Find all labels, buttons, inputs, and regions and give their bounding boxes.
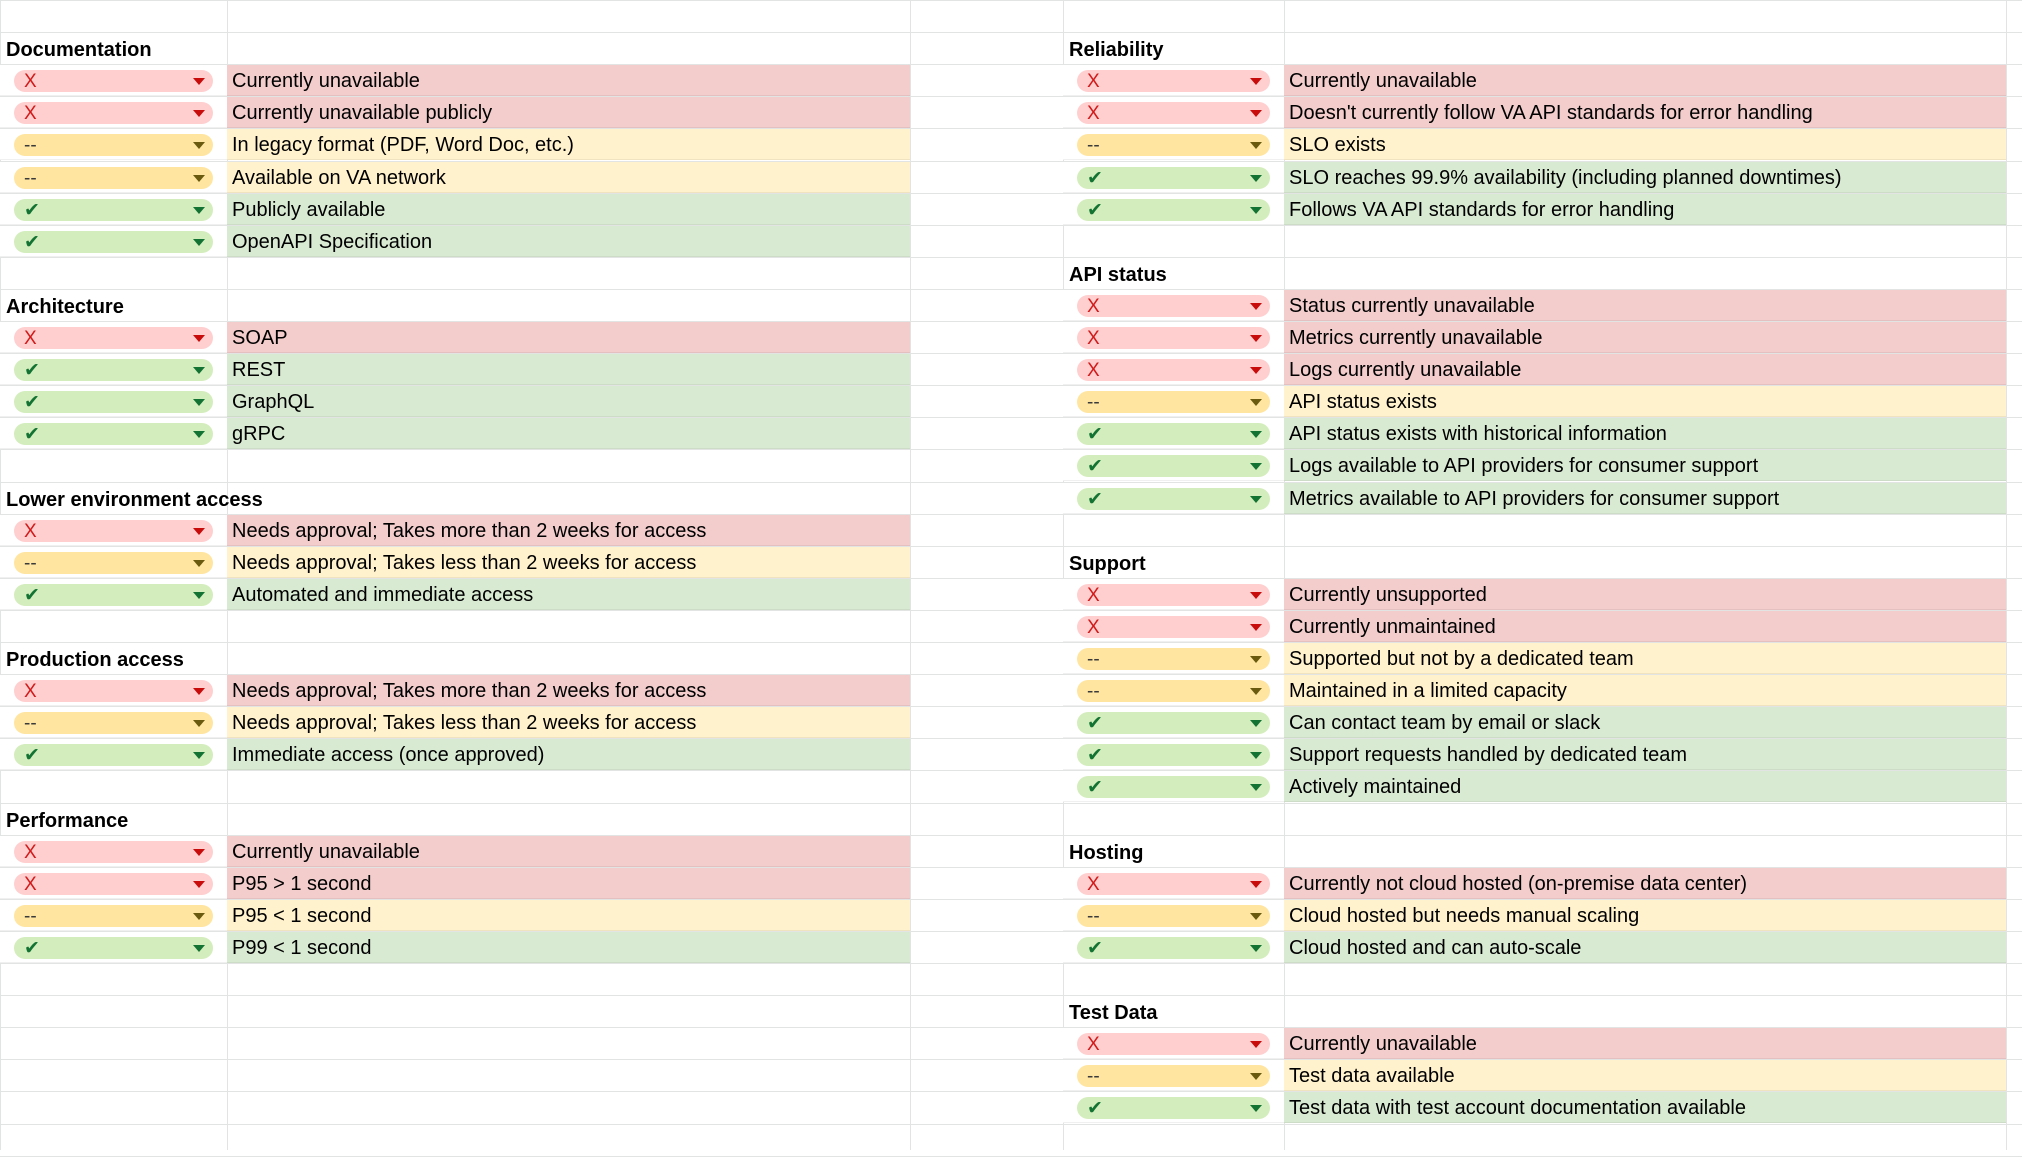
dropdown-arrow-icon[interactable] xyxy=(1250,1073,1262,1080)
criteria-text: In legacy format (PDF, Word Doc, etc.) xyxy=(232,134,574,156)
status-dropdown[interactable] xyxy=(1077,167,1270,189)
column-gridline xyxy=(2006,0,2007,1150)
dash-icon: -- xyxy=(24,135,37,156)
status-dropdown[interactable] xyxy=(1077,776,1270,798)
criteria-text: Currently unsupported xyxy=(1289,584,1487,606)
status-dropdown[interactable] xyxy=(1077,295,1270,317)
criteria-text: Currently not cloud hosted (on-premise data center) xyxy=(1289,873,1748,895)
status-dropdown[interactable] xyxy=(1077,359,1270,381)
check-mark-icon: ✔ xyxy=(1087,489,1103,510)
dropdown-arrow-icon[interactable] xyxy=(1250,303,1262,310)
criteria-text: Follows VA API standards for error handling xyxy=(1289,199,1675,221)
dropdown-arrow-icon[interactable] xyxy=(1250,1105,1262,1112)
criteria-text: Cloud hosted but needs manual scaling xyxy=(1289,905,1640,927)
dropdown-arrow-icon[interactable] xyxy=(193,175,205,182)
criteria-text: Publicly available xyxy=(232,199,386,221)
dash-icon: -- xyxy=(1087,906,1100,927)
dropdown-arrow-icon[interactable] xyxy=(1250,399,1262,406)
criteria-text: Logs currently unavailable xyxy=(1289,359,1522,381)
row-gridline xyxy=(0,257,2022,258)
status-dropdown[interactable] xyxy=(14,423,213,445)
status-dropdown[interactable] xyxy=(1077,616,1270,638)
criteria-text: P99 < 1 second xyxy=(232,937,372,959)
dropdown-arrow-icon[interactable] xyxy=(193,207,205,214)
dropdown-arrow-icon[interactable] xyxy=(193,335,205,342)
column-gridline xyxy=(910,0,911,1150)
status-dropdown[interactable] xyxy=(14,841,213,863)
dropdown-arrow-icon[interactable] xyxy=(1250,207,1262,214)
x-mark-icon: X xyxy=(24,681,37,702)
status-dropdown[interactable] xyxy=(14,905,213,927)
dropdown-arrow-icon[interactable] xyxy=(193,431,205,438)
criteria-text: gRPC xyxy=(232,423,286,445)
status-dropdown[interactable] xyxy=(14,231,213,253)
status-dropdown[interactable] xyxy=(1077,648,1270,670)
dropdown-arrow-icon[interactable] xyxy=(1250,688,1262,695)
dropdown-arrow-icon[interactable] xyxy=(1250,110,1262,117)
status-dropdown[interactable] xyxy=(14,359,213,381)
criteria-text: Actively maintained xyxy=(1289,776,1462,798)
criteria-text: Currently unavailable xyxy=(232,70,420,92)
criteria-text: Supported but not by a dedicated team xyxy=(1289,648,1634,670)
status-dropdown[interactable] xyxy=(1077,199,1270,221)
x-mark-icon: X xyxy=(24,842,37,863)
dropdown-arrow-icon[interactable] xyxy=(1250,752,1262,759)
dropdown-arrow-icon[interactable] xyxy=(1250,656,1262,663)
dropdown-arrow-icon[interactable] xyxy=(193,592,205,599)
section-title: API status xyxy=(1069,264,1167,286)
status-dropdown[interactable] xyxy=(1077,937,1270,959)
status-dropdown[interactable] xyxy=(1077,873,1270,895)
criteria-text: Test data with test account documentation available xyxy=(1289,1097,1746,1119)
check-mark-icon: ✔ xyxy=(24,424,40,445)
criteria-text: SLO exists xyxy=(1289,134,1386,156)
dropdown-arrow-icon[interactable] xyxy=(193,528,205,535)
check-mark-icon: ✔ xyxy=(1087,200,1103,221)
dropdown-arrow-icon[interactable] xyxy=(193,752,205,759)
check-mark-icon: ✔ xyxy=(24,232,40,253)
status-dropdown[interactable] xyxy=(1077,1033,1270,1055)
dropdown-arrow-icon[interactable] xyxy=(1250,367,1262,374)
status-dropdown[interactable] xyxy=(14,134,213,156)
status-dropdown[interactable] xyxy=(14,680,213,702)
check-mark-icon: ✔ xyxy=(24,360,40,381)
criteria-text: SLO reaches 99.9% availability (including planned downtimes) xyxy=(1289,167,1842,189)
status-dropdown[interactable] xyxy=(1077,905,1270,927)
dropdown-arrow-icon[interactable] xyxy=(1250,175,1262,182)
dropdown-arrow-icon[interactable] xyxy=(193,239,205,246)
criteria-text: Metrics currently unavailable xyxy=(1289,327,1543,349)
criteria-text: Currently unavailable publicly xyxy=(232,102,493,124)
status-dropdown[interactable] xyxy=(14,102,213,124)
criteria-text: Can contact team by email or slack xyxy=(1289,712,1601,734)
status-dropdown[interactable] xyxy=(1077,391,1270,413)
status-dropdown[interactable] xyxy=(14,391,213,413)
dropdown-arrow-icon[interactable] xyxy=(193,560,205,567)
dropdown-arrow-icon[interactable] xyxy=(1250,496,1262,503)
criteria-text: Doesn't currently follow VA API standards for error handling xyxy=(1289,102,1813,124)
status-dropdown[interactable] xyxy=(1077,327,1270,349)
check-mark-icon: ✔ xyxy=(1087,168,1103,189)
dash-icon: -- xyxy=(1087,649,1100,670)
criteria-text: Needs approval; Takes more than 2 weeks for access xyxy=(232,520,707,542)
dropdown-arrow-icon[interactable] xyxy=(193,849,205,856)
status-dropdown[interactable] xyxy=(14,167,213,189)
dash-icon: -- xyxy=(24,553,37,574)
section-title: Architecture xyxy=(6,296,124,318)
dash-icon: -- xyxy=(24,168,37,189)
check-mark-icon: ✔ xyxy=(24,585,40,606)
criteria-text: Metrics available to API providers for consumer support xyxy=(1289,488,1780,510)
dropdown-arrow-icon[interactable] xyxy=(1250,720,1262,727)
criteria-text: Needs approval; Takes more than 2 weeks for access xyxy=(232,680,707,702)
criteria-text: Available on VA network xyxy=(232,167,446,189)
x-mark-icon: X xyxy=(1087,1034,1100,1055)
status-dropdown[interactable] xyxy=(1077,102,1270,124)
x-mark-icon: X xyxy=(24,874,37,895)
dropdown-arrow-icon[interactable] xyxy=(1250,624,1262,631)
status-dropdown[interactable] xyxy=(1077,70,1270,92)
status-dropdown[interactable] xyxy=(14,552,213,574)
check-mark-icon: ✔ xyxy=(1087,424,1103,445)
criteria-text: API status exists xyxy=(1289,391,1437,413)
status-dropdown[interactable] xyxy=(1077,1097,1270,1119)
dropdown-arrow-icon[interactable] xyxy=(1250,142,1262,149)
dropdown-arrow-icon[interactable] xyxy=(1250,913,1262,920)
status-dropdown[interactable] xyxy=(14,520,213,542)
x-mark-icon: X xyxy=(1087,874,1100,895)
status-dropdown[interactable] xyxy=(14,873,213,895)
status-dropdown[interactable] xyxy=(1077,488,1270,510)
check-mark-icon: ✔ xyxy=(1087,938,1103,959)
check-mark-icon: ✔ xyxy=(24,200,40,221)
status-dropdown[interactable] xyxy=(14,584,213,606)
row-gridline xyxy=(0,803,2022,804)
row-gridline xyxy=(0,0,2022,1)
status-dropdown[interactable] xyxy=(14,327,213,349)
status-dropdown[interactable] xyxy=(14,70,213,92)
row-gridline xyxy=(0,1124,2022,1125)
x-mark-icon: X xyxy=(1087,328,1100,349)
dash-icon: -- xyxy=(24,906,37,927)
x-mark-icon: X xyxy=(24,71,37,92)
dropdown-arrow-icon[interactable] xyxy=(1250,945,1262,952)
check-mark-icon: ✔ xyxy=(1087,1098,1103,1119)
dropdown-arrow-icon[interactable] xyxy=(193,367,205,374)
x-mark-icon: X xyxy=(24,521,37,542)
row-gridline xyxy=(0,995,2022,996)
criteria-text: P95 < 1 second xyxy=(232,905,372,927)
status-dropdown[interactable] xyxy=(1077,712,1270,734)
check-mark-icon: ✔ xyxy=(1087,456,1103,477)
section-title: Documentation xyxy=(6,39,152,61)
dash-icon: -- xyxy=(1087,681,1100,702)
status-dropdown[interactable] xyxy=(14,744,213,766)
criteria-text: P95 > 1 second xyxy=(232,873,372,895)
dropdown-arrow-icon[interactable] xyxy=(1250,784,1262,791)
x-mark-icon: X xyxy=(1087,360,1100,381)
criteria-text: Currently unavailable xyxy=(1289,1033,1477,1055)
criteria-text: OpenAPI Specification xyxy=(232,231,433,253)
x-mark-icon: X xyxy=(1087,71,1100,92)
criteria-text: Currently unavailable xyxy=(1289,70,1477,92)
status-dropdown[interactable] xyxy=(1077,1065,1270,1087)
status-dropdown[interactable] xyxy=(14,712,213,734)
criteria-text: Logs available to API providers for consumer support xyxy=(1289,455,1759,477)
check-mark-icon: ✔ xyxy=(1087,777,1103,798)
x-mark-icon: X xyxy=(1087,296,1100,317)
status-dropdown[interactable] xyxy=(1077,680,1270,702)
section-title: Test Data xyxy=(1069,1002,1158,1024)
status-dropdown[interactable] xyxy=(1077,134,1270,156)
status-dropdown[interactable] xyxy=(1077,584,1270,606)
criteria-text: Maintained in a limited capacity xyxy=(1289,680,1567,702)
x-mark-icon: X xyxy=(1087,103,1100,124)
criteria-text: Test data available xyxy=(1289,1065,1455,1087)
section-title: Support xyxy=(1069,553,1146,575)
dropdown-arrow-icon[interactable] xyxy=(193,142,205,149)
dropdown-arrow-icon[interactable] xyxy=(193,881,205,888)
criteria-text: Support requests handled by dedicated team xyxy=(1289,744,1688,766)
criteria-text: SOAP xyxy=(232,327,288,349)
x-mark-icon: X xyxy=(1087,617,1100,638)
row-gridline xyxy=(0,963,2022,964)
dash-icon: -- xyxy=(1087,1066,1100,1087)
status-dropdown[interactable] xyxy=(1077,744,1270,766)
check-mark-icon: ✔ xyxy=(24,938,40,959)
status-dropdown[interactable] xyxy=(14,937,213,959)
dropdown-arrow-icon[interactable] xyxy=(193,399,205,406)
section-title: Reliability xyxy=(1069,39,1164,61)
criteria-text: Currently unmaintained xyxy=(1289,616,1496,638)
check-mark-icon: ✔ xyxy=(24,392,40,413)
x-mark-icon: X xyxy=(24,328,37,349)
check-mark-icon: ✔ xyxy=(24,745,40,766)
dropdown-arrow-icon[interactable] xyxy=(1250,431,1262,438)
criteria-text: Status currently unavailable xyxy=(1289,295,1535,317)
dropdown-arrow-icon[interactable] xyxy=(1250,463,1262,470)
status-dropdown[interactable] xyxy=(1077,423,1270,445)
dropdown-arrow-icon[interactable] xyxy=(1250,881,1262,888)
check-mark-icon: ✔ xyxy=(1087,745,1103,766)
dropdown-arrow-icon[interactable] xyxy=(193,110,205,117)
dropdown-arrow-icon[interactable] xyxy=(193,913,205,920)
dropdown-arrow-icon[interactable] xyxy=(1250,592,1262,599)
dropdown-arrow-icon[interactable] xyxy=(193,688,205,695)
dropdown-arrow-icon[interactable] xyxy=(193,945,205,952)
criteria-text: API status exists with historical information xyxy=(1289,423,1667,445)
check-mark-icon: ✔ xyxy=(1087,713,1103,734)
section-title: Performance xyxy=(6,810,129,832)
criteria-text: Cloud hosted and can auto-scale xyxy=(1289,937,1582,959)
section-title: Lower environment access xyxy=(6,489,263,511)
dropdown-arrow-icon[interactable] xyxy=(193,720,205,727)
criteria-text: Needs approval; Takes less than 2 weeks for access xyxy=(232,552,697,574)
status-dropdown[interactable] xyxy=(1077,455,1270,477)
section-title: Hosting xyxy=(1069,842,1144,864)
criteria-text: REST xyxy=(232,359,286,381)
row-gridline xyxy=(0,32,2022,33)
dropdown-arrow-icon[interactable] xyxy=(1250,335,1262,342)
criteria-text: Currently unavailable xyxy=(232,841,420,863)
criteria-text: Automated and immediate access xyxy=(232,584,534,606)
dropdown-arrow-icon[interactable] xyxy=(1250,1041,1262,1048)
dash-icon: -- xyxy=(1087,135,1100,156)
dropdown-arrow-icon[interactable] xyxy=(193,78,205,85)
x-mark-icon: X xyxy=(1087,585,1100,606)
criteria-text: Needs approval; Takes less than 2 weeks for access xyxy=(232,712,697,734)
x-mark-icon: X xyxy=(24,103,37,124)
criteria-text: Immediate access (once approved) xyxy=(232,744,545,766)
section-title: Production access xyxy=(6,649,184,671)
dash-icon: -- xyxy=(24,713,37,734)
criteria-text: GraphQL xyxy=(232,391,315,413)
status-dropdown[interactable] xyxy=(14,199,213,221)
dropdown-arrow-icon[interactable] xyxy=(1250,78,1262,85)
dash-icon: -- xyxy=(1087,392,1100,413)
